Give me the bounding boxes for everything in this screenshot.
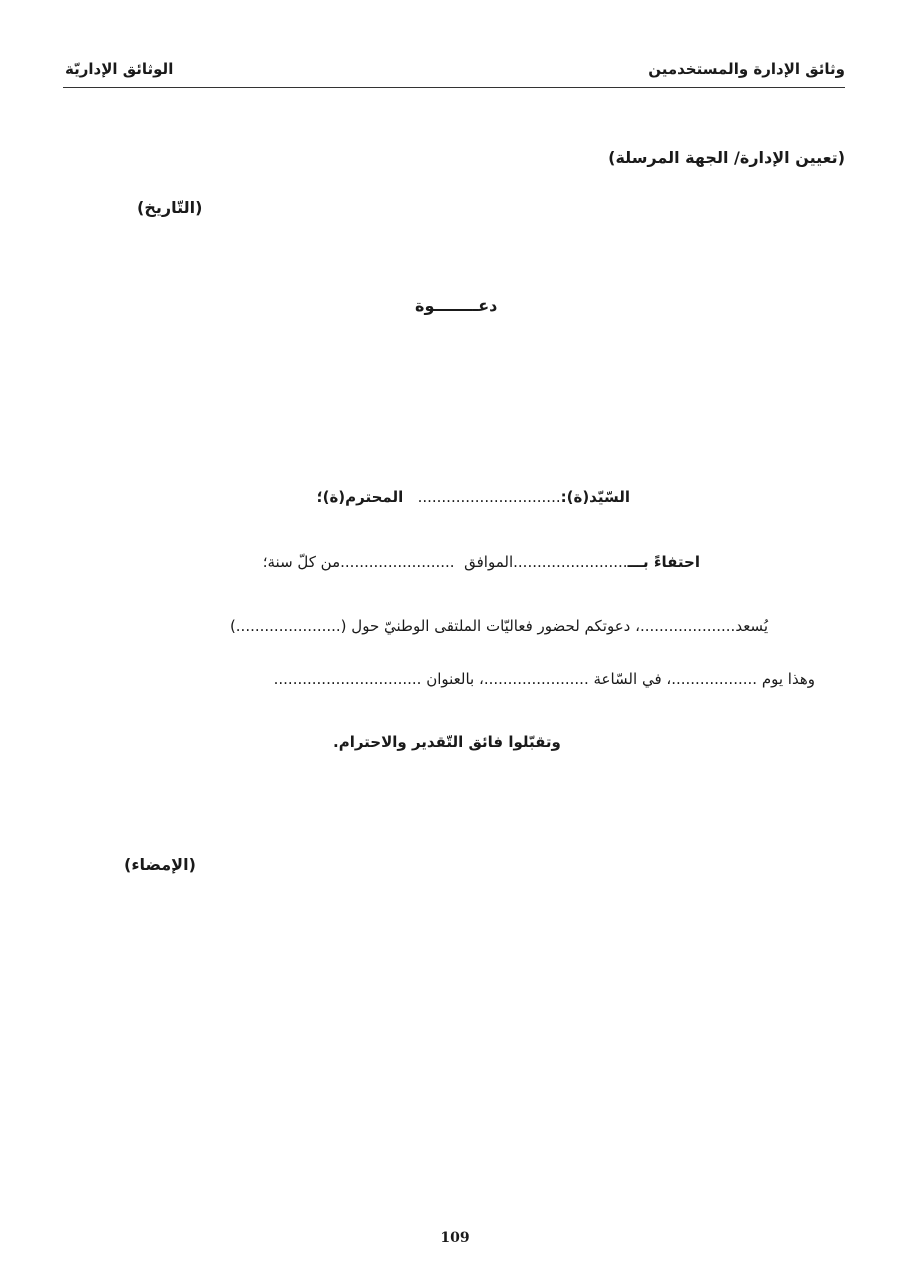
closing-phrase: وتقبّلوا فائق التّقدير والاحترام.: [333, 733, 561, 751]
page-number: 109: [440, 1230, 470, 1246]
occasion-line: [263, 553, 700, 571]
occasion-label: احتفاءً بـــ: [627, 553, 700, 571]
time-address-line: وهذا يوم ..................، في السّاعة ......................، بالعنوان ...............................: [273, 670, 815, 688]
occasion-year: من كلّ سنة؛: [262, 553, 341, 571]
invitation-line: يُسعد....................، دعوتكم لحضور فعاليّات الملتقى الوطنيّ حول (......................): [229, 617, 768, 635]
signature-placeholder: (الإمضاء): [124, 855, 196, 874]
occasion-corresponding: الموافق: [464, 553, 514, 571]
header-section-title: الوثائق الإداريّة: [65, 60, 174, 78]
sender-placeholder: (تعيين الإدارة/ الجهة المرسلة): [608, 148, 845, 167]
addressee-honorific: المحترم(ة)؛: [316, 488, 404, 506]
letter-subject: دعــــــــوة: [415, 296, 498, 315]
occasion-date-blank: ........................: [340, 553, 455, 571]
header-document-title: وثائق الإدارة والمستخدمين: [648, 60, 845, 78]
addressee-label: السّيّد(ة):: [560, 488, 630, 506]
addressee-blank: ..............................: [417, 488, 561, 506]
header-divider: [63, 87, 845, 88]
occasion-blank: ........................: [513, 553, 628, 571]
date-placeholder: (التّاريخ): [137, 198, 203, 217]
addressee-line: [317, 488, 630, 506]
